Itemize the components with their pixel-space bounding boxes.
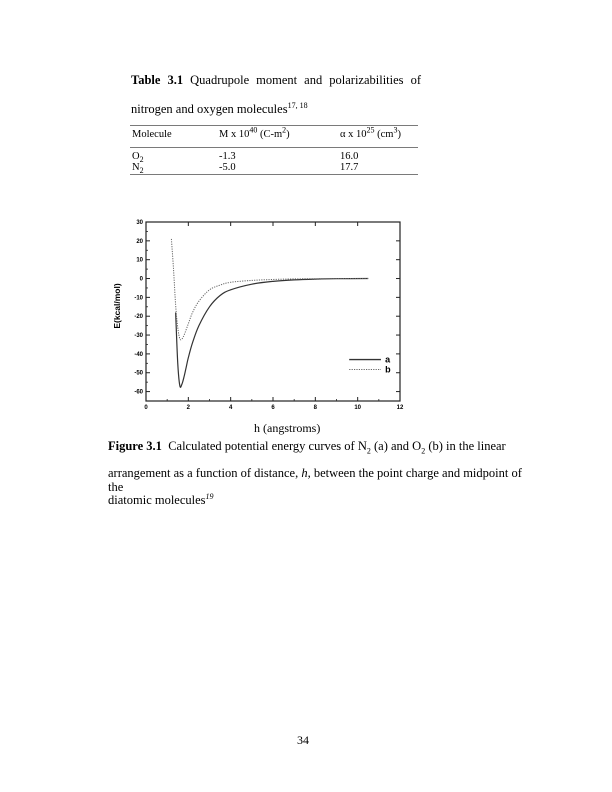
row-n2-quadrupole: -5.0 bbox=[219, 162, 236, 173]
legend-label-b: b bbox=[385, 364, 391, 375]
x-tick-label: 2 bbox=[186, 405, 191, 411]
potential-energy-chart bbox=[108, 214, 408, 432]
figure-caption-line3: diatomic molecules$^{19}$ bbox=[108, 491, 214, 507]
table-header-rule bbox=[130, 147, 418, 148]
legend-label-a: a bbox=[385, 354, 391, 365]
y-tick-label: -30 bbox=[134, 333, 143, 340]
table-bottom-rule bbox=[130, 174, 418, 175]
y-tick-label: 0 bbox=[139, 276, 143, 283]
y-tick-label: -60 bbox=[134, 389, 143, 396]
x-tick-label: 8 bbox=[313, 405, 318, 411]
y-tick-label: -40 bbox=[134, 351, 143, 358]
x-tick-label: 10 bbox=[354, 405, 362, 411]
y-tick-label: 20 bbox=[136, 238, 143, 245]
y-tick-label: -20 bbox=[134, 314, 143, 321]
table-row: $O_2$ bbox=[132, 151, 144, 165]
header-molecule: Molecule bbox=[132, 129, 172, 140]
y-tick-label: 10 bbox=[136, 257, 143, 264]
y-tick-label: -10 bbox=[134, 295, 143, 302]
series-line-b bbox=[171, 239, 368, 340]
figure-caption bbox=[108, 439, 528, 507]
figure-caption-line2: arrangement as a function of distance, h, between the point charge and midpoint of the bbox=[108, 466, 522, 494]
y-axis-label: E(kcal/mol) bbox=[112, 283, 122, 329]
row-o2-quadrupole: -1.3 bbox=[219, 151, 236, 162]
figure-label: Figure 3.1 bbox=[108, 439, 162, 453]
table-label: Table 3.1 bbox=[131, 73, 184, 87]
header-polarizability: α x $10^{25}$ $(cm^3)$ bbox=[340, 125, 401, 140]
x-tick-label: 0 bbox=[144, 405, 148, 411]
figure-caption-line1: Figure 3.1 Calculated potential energy curves of $N_2$ (a) and $O_2$ (b) in the linear bbox=[108, 439, 506, 456]
y-tick-label: 30 bbox=[136, 220, 143, 226]
page-number: 34 bbox=[297, 733, 309, 747]
x-tick-label: 6 bbox=[271, 405, 275, 411]
x-axis-label: h (angstroms) bbox=[254, 421, 321, 435]
y-tick-label: -50 bbox=[134, 370, 143, 377]
table-caption-line1 bbox=[131, 73, 421, 87]
header-quadrupole: M x $10^{40}$ $(C-m^2)$ bbox=[219, 125, 290, 140]
row-o2-polarizability: 16.0 bbox=[340, 151, 359, 162]
table-title-refs: 17, 18 bbox=[287, 100, 308, 110]
x-tick-label: 12 bbox=[396, 405, 404, 411]
series-line-a bbox=[176, 279, 369, 388]
row-n2-polarizability: 17.7 bbox=[340, 162, 359, 173]
x-tick-label: 4 bbox=[228, 405, 233, 411]
table-title-part2: nitrogen and oxygen molecules bbox=[131, 102, 288, 116]
table-row: $N_2$ bbox=[132, 162, 144, 176]
table-title-part1: Quadrupole moment and polarizabilities of bbox=[190, 73, 421, 87]
table-caption bbox=[131, 73, 421, 87]
table-caption-line2 bbox=[131, 102, 308, 116]
